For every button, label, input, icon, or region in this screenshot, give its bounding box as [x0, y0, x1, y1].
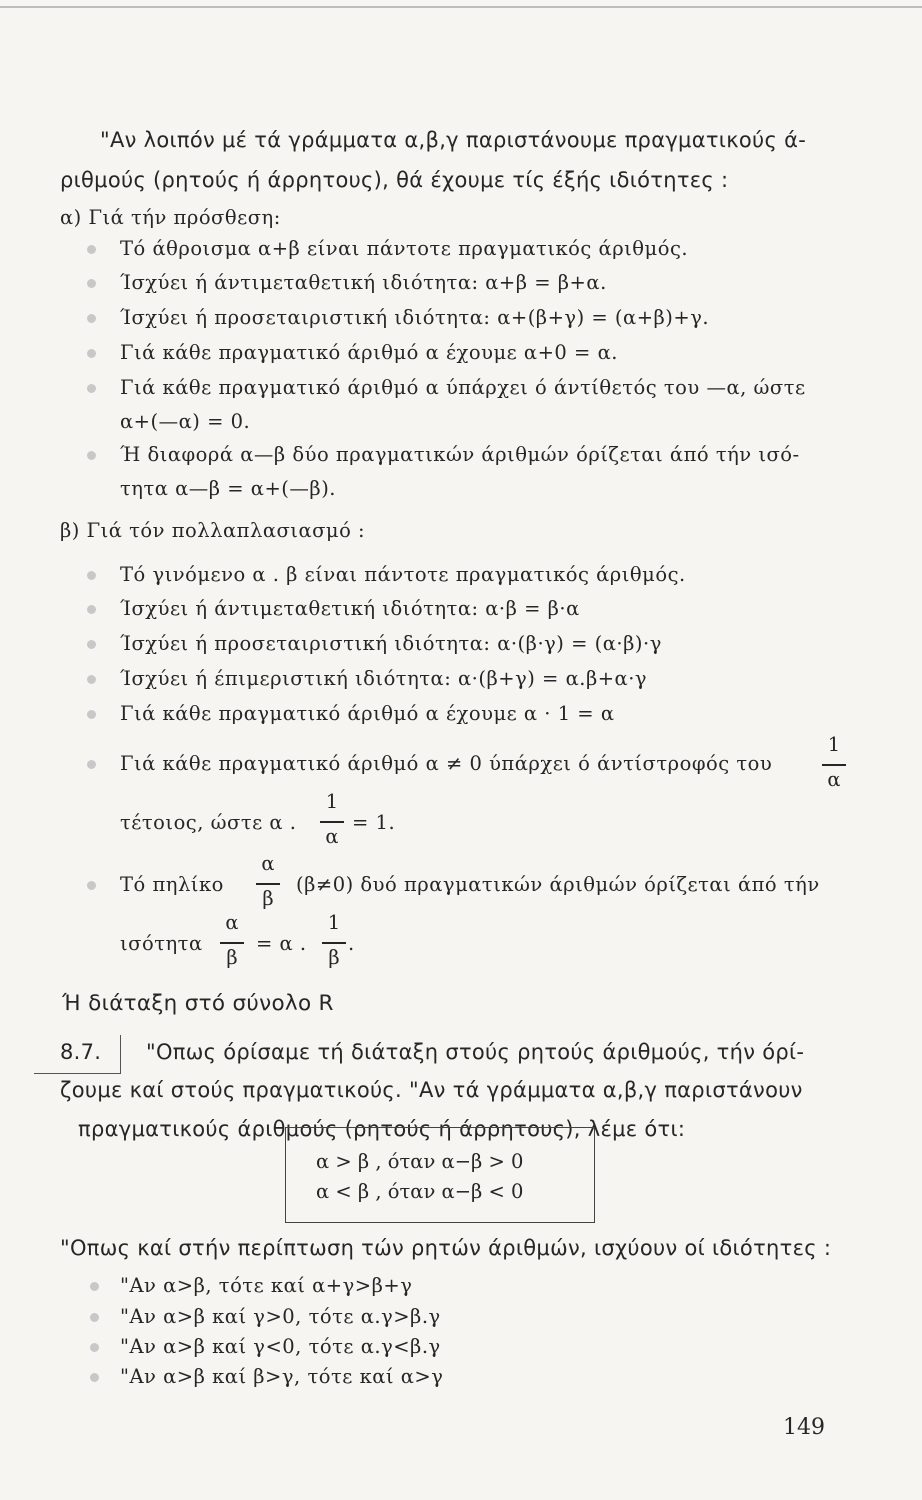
definition-less: α < β , όταν α−β < 0	[316, 1180, 524, 1203]
fraction-numerator: 1	[827, 733, 841, 756]
multiplication-item: Ίσχύει ή προσεταιριστική ιδιότητα: α·(β·γ) = (α·β)·γ	[120, 632, 662, 655]
fraction-denominator: β	[226, 946, 238, 969]
intro-line-1: "Αν λοιπόν μέ τά γράμματα α,β,γ παριστάνουμε πραγματικούς ά-	[100, 128, 807, 152]
intro-line-2: ριθμούς (ρητούς ή άρρητους), θά έχουμε τίς έξής ιδιότητες :	[60, 168, 729, 192]
addition-item: Ίσχύει ή άντιμεταθετική ιδιότητα: α+β = β+α.	[120, 271, 607, 294]
fraction-bar	[220, 942, 244, 944]
bullet-icon	[87, 675, 96, 684]
bullet-icon	[87, 384, 96, 393]
fraction-bar	[822, 764, 846, 766]
addition-item: Γιά κάθε πραγματικό άριθμό α έχουμε α+0 = α.	[120, 341, 618, 364]
bullet-icon	[87, 245, 96, 254]
definition-box	[285, 1127, 595, 1223]
multiplication-item: Ίσχύει ή έπιμεριστική ιδιότητα: α·(β+γ) = α.β+α·γ	[120, 667, 648, 690]
fraction-numerator: α	[261, 852, 275, 875]
multiplication-item-cont: ισότητα	[120, 932, 203, 955]
order-property: "Αν α>β καί γ>0, τότε α.γ>β.γ	[120, 1305, 441, 1328]
order-property: "Αν α>β, τότε καί α+γ>β+γ	[120, 1274, 413, 1297]
fraction-denominator: α	[827, 768, 841, 791]
addition-item: Ή διαφορά α—β δύο πραγματικών άριθμών όρίζεται άπό τήν ισό-	[120, 443, 800, 466]
bullet-icon	[87, 760, 96, 769]
multiplication-item: Γιά κάθε πραγματικό άριθμό α ≠ 0 ύπάρχει ό άντίστροφός του	[120, 752, 773, 775]
equation-text: .	[348, 932, 355, 955]
bullet-icon	[90, 1282, 99, 1291]
section-number: 8.7.	[60, 1040, 102, 1064]
equation-text: = α .	[256, 932, 307, 955]
bullet-icon	[87, 640, 96, 649]
fraction-denominator: β	[328, 946, 340, 969]
multiplication-item-cont: τέτοιος, ώστε α .	[120, 811, 297, 834]
fraction-bar	[256, 883, 280, 885]
order-line-3: πραγματικούς άριθμούς (ρητούς ή άρρητους), λέμε ότι:	[78, 1117, 686, 1141]
multiplication-item: Ίσχύει ή άντιμεταθετική ιδιότητα: α·β = β·α	[120, 597, 580, 620]
multiplication-item: Τό πηλίκο	[120, 873, 224, 896]
bullet-icon	[90, 1343, 99, 1352]
bullet-icon	[87, 710, 96, 719]
order-after-text: "Οπως καί στήν περίπτωση τών ρητών άριθμών, ισχύουν οί ιδιότητες :	[60, 1236, 832, 1260]
bullet-icon	[90, 1373, 99, 1382]
multiplication-heading: β) Γιά τόν πολλαπλασιασμό :	[60, 519, 366, 542]
order-heading: Ή διάταξη στό σύνολο R	[62, 991, 334, 1016]
addition-item: Γιά κάθε πραγματικό άριθμό α ύπάρχει ό άντίθετός του —α, ώστε	[120, 376, 806, 399]
page-number: 149	[783, 1415, 825, 1440]
addition-item: Τό άθροισμα α+β είναι πάντοτε πραγματικός άριθμός.	[120, 237, 689, 260]
order-property: "Αν α>β καί γ<0, τότε α.γ<β.γ	[120, 1335, 441, 1358]
bullet-icon	[87, 881, 96, 890]
fraction-numerator: α	[225, 911, 239, 934]
bullet-icon	[87, 279, 96, 288]
fraction-bar	[320, 821, 344, 823]
fraction-numerator: 1	[327, 911, 341, 934]
fraction-denominator: β	[262, 887, 274, 910]
equation-text: = 1.	[352, 811, 396, 834]
order-property: "Αν α>β καί β>γ, τότε καί α>γ	[120, 1365, 444, 1388]
addition-item: Ίσχύει ή προσεταιριστική ιδιότητα: α+(β+γ) = (α+β)+γ.	[120, 306, 710, 329]
page-top-edge	[0, 6, 922, 8]
order-line-1: "Οπως όρίσαμε τή διάταξη στούς ρητούς άριθμούς, τήν όρί-	[146, 1040, 805, 1064]
bullet-icon	[87, 314, 96, 323]
bullet-icon	[87, 349, 96, 358]
fraction-numerator: 1	[325, 790, 339, 813]
multiplication-item: Τό γινόμενο α . β είναι πάντοτε πραγματικός άριθμός.	[120, 563, 686, 586]
multiplication-item-cont: (β≠0) δυό πραγματικών άριθμών όρίζεται άπό τήν	[296, 873, 820, 896]
bullet-icon	[90, 1313, 99, 1322]
definition-greater: α > β , όταν α−β > 0	[316, 1150, 524, 1173]
bullet-icon	[87, 571, 96, 580]
bullet-icon	[87, 451, 96, 460]
bullet-icon	[87, 605, 96, 614]
fraction-denominator: α	[325, 825, 339, 848]
fraction-bar	[322, 942, 346, 944]
addition-heading: α) Γιά τήν πρόσθεση:	[60, 206, 281, 229]
order-line-2: ζουμε καί στούς πραγματικούς. "Αν τά γράμματα α,β,γ παριστάνουν	[60, 1078, 803, 1102]
addition-item-cont: α+(—α) = 0.	[120, 410, 251, 433]
multiplication-item: Γιά κάθε πραγματικό άριθμό α έχουμε α · 1 = α	[120, 702, 615, 725]
addition-item-cont: τητα α—β = α+(—β).	[120, 477, 336, 500]
